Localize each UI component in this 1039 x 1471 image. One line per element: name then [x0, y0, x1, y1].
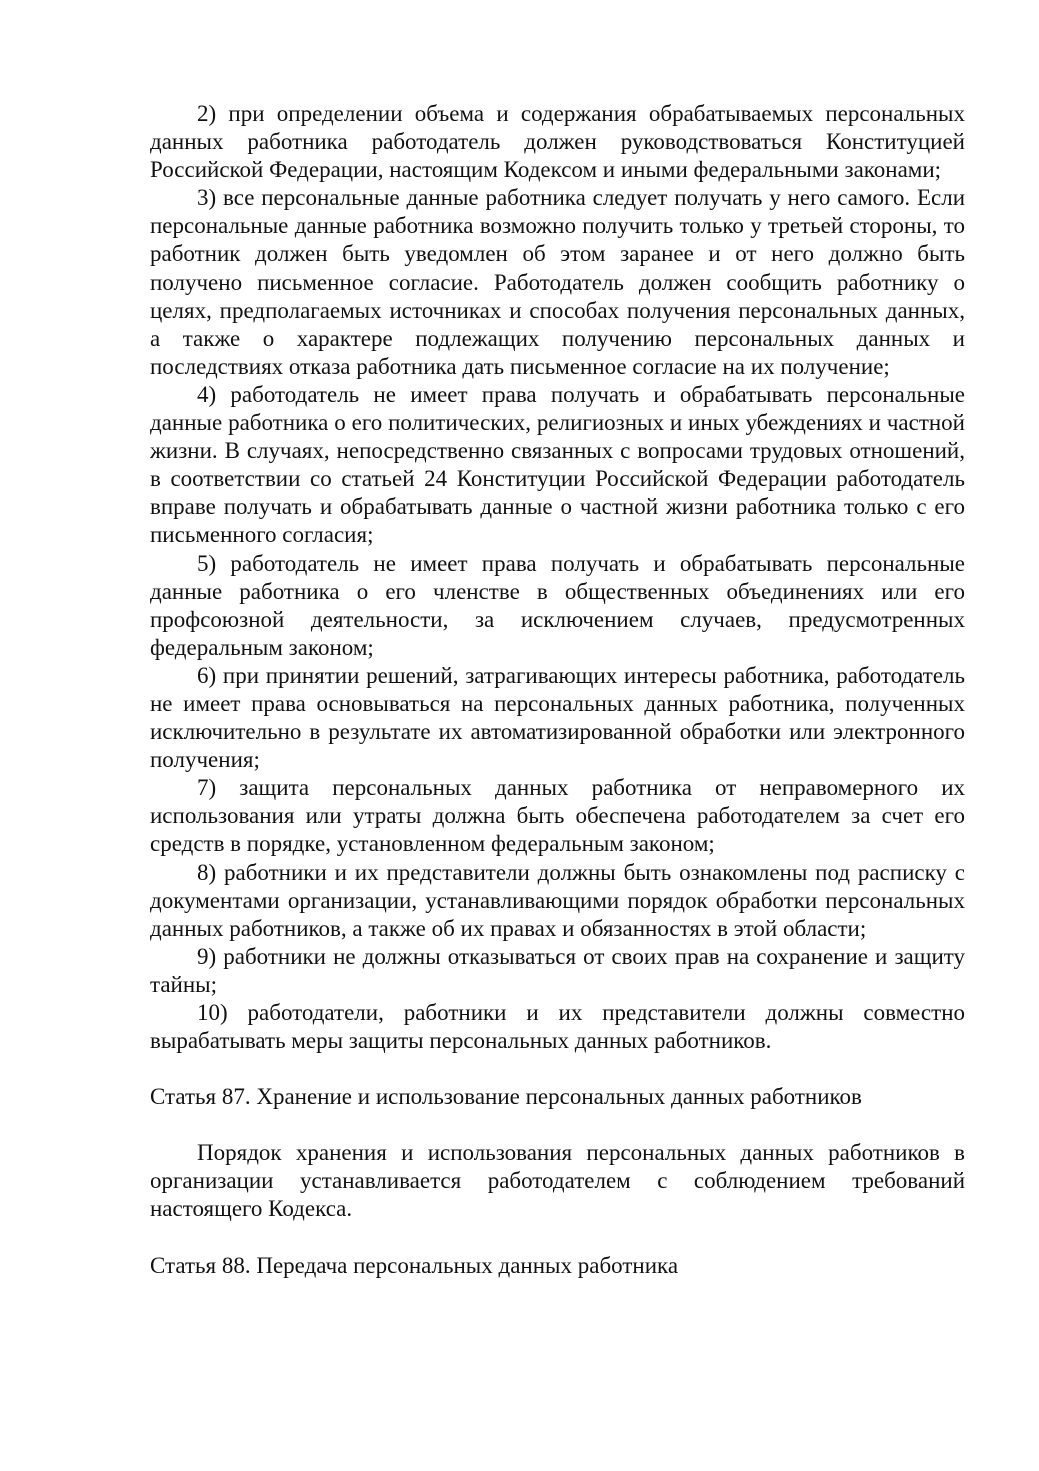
list-item-10: 10) работодатели, работники и их представители должны совместно вырабатывать меры защиты персональных данных работников. [150, 1000, 965, 1054]
list-item-4: 4) работодатель не имеет права получать и обрабатывать персональные данные работника о его политических, религиозных и иных убеждениях и частной жизни. В случаях, непосредственно связанных с вопросами трудовых отношений, в соответствии со статьей 24 Конституции Российской Федерации работодатель вправе получать и обрабатывать данные о частной жизни работника только с его письменного согласия; [150, 381, 965, 548]
spacer [150, 1111, 965, 1139]
article-88-heading: Статья 88. Передача персональных данных работника [150, 1252, 679, 1278]
list-item-3: 3) все персональные данные работника следует получать у него самого. Если персональные данные работника возможно получить только у третьей стороны, то работник должен быть уведомлен об этом заранее и от него должно быть получено письменное согласие. Работодатель должен сообщить работнику о целях, предполагаемых источниках и способах получения персональных данных, а также о характере подлежащих получению персональных данных и последствиях отказа работника дать письменное согласие на их получение; [150, 185, 965, 379]
spacer [150, 1224, 965, 1252]
list-item-2: 2) при определении объема и содержания обрабатываемых персональных данных работника работодатель должен руководствоваться Конституцией Российской Федерации, настоящим Кодексом и иными федеральными законами; [150, 101, 965, 183]
list-item-5: 5) работодатель не имеет права получать и обрабатывать персональные данные работника о его членстве в общественных объединениях или его профсоюзной деятельности, за исключением случаев, предусмотренных федеральным законом; [150, 550, 965, 660]
list-item-6: 6) при принятии решений, затрагивающих интересы работника, работодатель не имеет права основываться на персональных данных работника, полученных исключительно в результате их автоматизированной обработки или электронного получения; [150, 662, 965, 773]
list-item-8: 8) работники и их представители должны быть ознакомлены под расписку с документами организации, устанавливающими порядок обработки персональных данных работников, а также об их правах и обязанностях в этой области; [150, 859, 965, 941]
list-item-7: 7) защита персональных данных работника от неправомерного их использования или утраты должна быть обеспечена работодателем за счет его средств в порядке, установленном федеральным законом; [150, 775, 965, 857]
article-87-heading: Статья 87. Хранение и использование персональных данных работников [150, 1084, 862, 1110]
article-87-text: Порядок хранения и использования персональных данных работников в организации устанавливается работодателем с соблюдением требований настоящего Кодекса. [150, 1140, 965, 1222]
document-page [150, 100, 965, 1280]
list-item-9: 9) работники не должны отказываться от своих прав на сохранение и защиту тайны; [150, 943, 965, 997]
spacer [150, 1055, 965, 1083]
